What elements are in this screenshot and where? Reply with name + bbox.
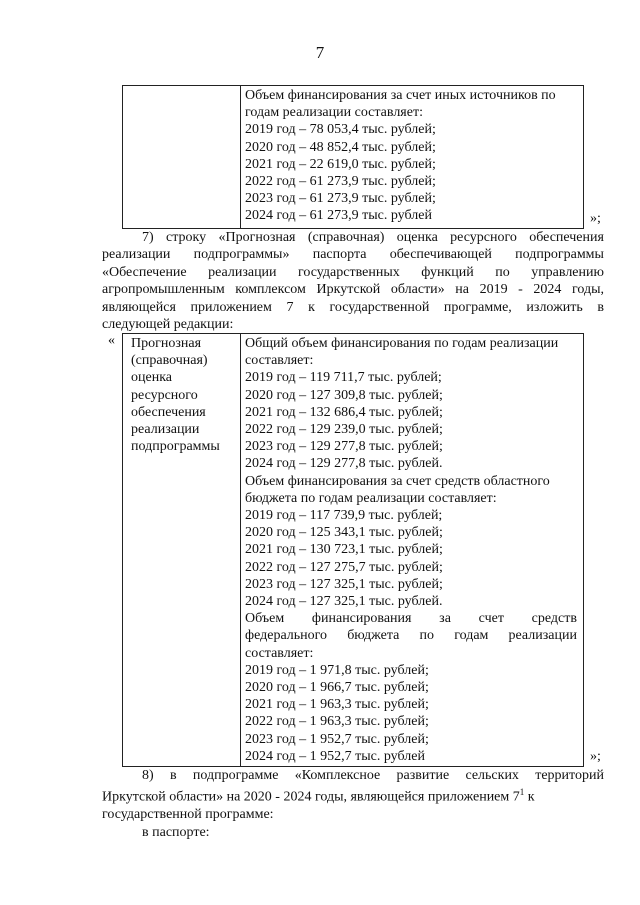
paragraph-7 bbox=[102, 229, 604, 333]
closing-quote: »; bbox=[590, 749, 601, 764]
justified-word: в bbox=[169, 768, 177, 783]
justified-word: функций bbox=[421, 264, 474, 280]
table-line: 2020 год – 48 852,4 тыс. рублей; bbox=[245, 139, 436, 155]
table-line: 2023 год – 127 325,1 тыс. рублей; bbox=[245, 576, 443, 592]
table-line: 2020 год – 125 343,1 тыс. рублей; bbox=[245, 525, 443, 541]
table-line: 2019 год – 117 739,9 тыс. рублей; bbox=[245, 508, 443, 524]
table-line: 2024 год – 127 325,1 тыс. рублей. bbox=[245, 594, 443, 610]
superscript: 1 bbox=[519, 787, 525, 798]
justified-word: за bbox=[439, 611, 451, 627]
justified-word: «Прогнозная bbox=[218, 230, 296, 245]
opening-quote: « bbox=[108, 333, 115, 348]
table-line: 2024 год – 61 273,9 тыс. рублей bbox=[245, 208, 432, 224]
justified-word: 2024 bbox=[533, 282, 562, 298]
left-cell-line: обеспечения bbox=[131, 404, 206, 420]
justified-word: обеспечения bbox=[529, 230, 604, 245]
table-line: 2021 год – 132 686,4 тыс. рублей; bbox=[245, 404, 443, 420]
table-line: составляет: bbox=[245, 353, 314, 369]
justified-word: управлению bbox=[531, 264, 604, 280]
table-line: 2019 год – 119 711,7 тыс. рублей; bbox=[245, 370, 442, 386]
table-left-cell bbox=[123, 86, 241, 228]
paragraph-8 bbox=[102, 767, 604, 841]
left-cell-line: ресурсного bbox=[131, 387, 198, 403]
justified-word: по bbox=[495, 264, 510, 280]
justified-word: ресурсного bbox=[450, 230, 517, 245]
justified-word: Иркутской bbox=[316, 282, 381, 298]
justified-word: 7 bbox=[286, 299, 294, 315]
justified-word: развитие bbox=[396, 768, 450, 783]
justified-word: подпрограмме bbox=[192, 768, 279, 783]
table-line: годам реализации составляет: bbox=[245, 105, 423, 121]
justified-word: в bbox=[597, 299, 604, 315]
left-cell-line: (справочная) bbox=[131, 353, 208, 369]
funding-table-other-sources bbox=[122, 85, 584, 229]
table-line: 2022 год – 127 275,7 тыс. рублей; bbox=[245, 559, 443, 575]
table-right-cell bbox=[241, 334, 583, 765]
justified-word: средств bbox=[531, 611, 577, 627]
para-line bbox=[102, 824, 604, 841]
table-line: 2022 год – 129 239,0 тыс. рублей; bbox=[245, 422, 443, 438]
justified-word: территорий bbox=[535, 768, 604, 783]
table-line: составляет: bbox=[245, 645, 314, 661]
table-line: 2019 год – 78 053,4 тыс. рублей; bbox=[245, 122, 436, 138]
table-left-cell bbox=[123, 334, 241, 766]
table-line: 2023 год – 61 273,9 тыс. рублей; bbox=[245, 191, 436, 207]
justified-word: по bbox=[419, 628, 435, 644]
justified-word: 7) bbox=[142, 230, 154, 245]
table-line: 2020 год – 127 309,8 тыс. рублей; bbox=[245, 387, 443, 403]
justified-word: «Комплексное bbox=[294, 768, 381, 783]
justified-word: являющейся bbox=[102, 299, 176, 315]
table-line-justified bbox=[245, 610, 577, 627]
funding-table-subprogram bbox=[122, 333, 584, 767]
justified-word: реализации bbox=[102, 247, 171, 263]
table-line: 2021 год – 130 723,1 тыс. рублей; bbox=[245, 542, 443, 558]
para-line bbox=[102, 246, 604, 263]
table-line: 2022 год – 1 963,3 тыс. рублей; bbox=[245, 714, 429, 730]
justified-word: комплексом bbox=[235, 282, 306, 298]
justified-word: государственной bbox=[329, 299, 430, 315]
justified-word: изложить bbox=[526, 299, 583, 315]
para-line bbox=[102, 784, 604, 806]
justified-word: годы, bbox=[571, 282, 604, 298]
table-line-justified bbox=[245, 627, 577, 644]
table-line: 2023 год – 129 277,8 тыс. рублей; bbox=[245, 439, 443, 455]
left-cell-line: реализации bbox=[131, 422, 200, 438]
table-line: 2021 год – 1 963,3 тыс. рублей; bbox=[245, 697, 429, 713]
table-line: 2022 год – 61 273,9 тыс. рублей; bbox=[245, 174, 436, 190]
closing-quote: »; bbox=[590, 211, 601, 226]
justified-word: финансирования bbox=[311, 611, 412, 627]
para-line bbox=[102, 767, 604, 784]
table-line: Общий объем финансирования по годам реализации bbox=[245, 336, 559, 351]
justified-word: приложением bbox=[190, 299, 272, 315]
justified-word: 8) bbox=[142, 768, 154, 783]
para-text: государственной программе: bbox=[102, 807, 274, 823]
justified-word: строку bbox=[166, 230, 207, 245]
justified-word: годам bbox=[454, 628, 489, 644]
justified-word: счет bbox=[478, 611, 504, 627]
para-line bbox=[102, 806, 604, 823]
left-cell-line: Прогнозная bbox=[131, 336, 202, 351]
para-text: следующей редакции: bbox=[102, 317, 234, 333]
para-text: в паспорте: bbox=[142, 824, 210, 840]
table-line: 2021 год – 22 619,0 тыс. рублей; bbox=[245, 156, 436, 172]
justified-word: паспорта bbox=[312, 247, 367, 263]
justified-word: оценка bbox=[396, 230, 438, 245]
para-text-part: к bbox=[524, 790, 535, 806]
table-right-cell bbox=[241, 86, 583, 225]
justified-word: на bbox=[455, 282, 469, 298]
table-line: Объем финансирования за счет средств областного bbox=[245, 473, 550, 489]
justified-word: подпрограммы bbox=[515, 247, 604, 263]
left-cell-line: подпрограммы bbox=[131, 439, 220, 455]
para-line bbox=[102, 264, 604, 281]
para-line bbox=[102, 229, 604, 246]
para-line bbox=[102, 299, 604, 316]
justified-word: «Обеспечение bbox=[102, 264, 187, 280]
justified-word: реализации bbox=[508, 628, 577, 644]
table-line: 2019 год – 1 971,8 тыс. рублей; bbox=[245, 662, 429, 678]
table-line: бюджета по годам реализации составляет: bbox=[245, 490, 497, 506]
para-line bbox=[102, 281, 604, 298]
left-cell-line: оценка bbox=[131, 370, 173, 386]
justified-word: обеспечивающей bbox=[389, 247, 492, 263]
para-text bbox=[102, 784, 535, 806]
justified-word: - bbox=[518, 282, 523, 298]
justified-word: 2019 bbox=[479, 282, 508, 298]
table-line: 2024 год – 1 952,7 тыс. рублей bbox=[245, 748, 425, 764]
justified-word: к bbox=[308, 299, 315, 315]
justified-word: области» bbox=[390, 282, 445, 298]
table-line: Объем финансирования за счет иных источников по bbox=[245, 88, 556, 103]
justified-word: подпрограммы» bbox=[193, 247, 290, 263]
para-line bbox=[102, 316, 604, 333]
page-number: 7 bbox=[315, 43, 325, 62]
justified-word: бюджета bbox=[347, 628, 400, 644]
para-text-part: Иркутской области» на 2020 - 2024 годы, являющейся приложением 7 bbox=[102, 790, 520, 806]
justified-word: (справочная) bbox=[307, 230, 385, 245]
justified-word: Объем bbox=[245, 611, 285, 627]
justified-word: федерального bbox=[245, 628, 328, 644]
justified-word: программе, bbox=[443, 299, 512, 315]
table-line: 2024 год – 129 277,8 тыс. рублей. bbox=[245, 456, 443, 472]
justified-word: государственных bbox=[298, 264, 400, 280]
justified-word: агропромышленным bbox=[102, 282, 225, 298]
table-line: 2023 год – 1 952,7 тыс. рублей; bbox=[245, 731, 429, 747]
justified-word: сельских bbox=[465, 768, 519, 783]
table-line: 2020 год – 1 966,7 тыс. рублей; bbox=[245, 680, 429, 696]
justified-word: реализации bbox=[208, 264, 277, 280]
